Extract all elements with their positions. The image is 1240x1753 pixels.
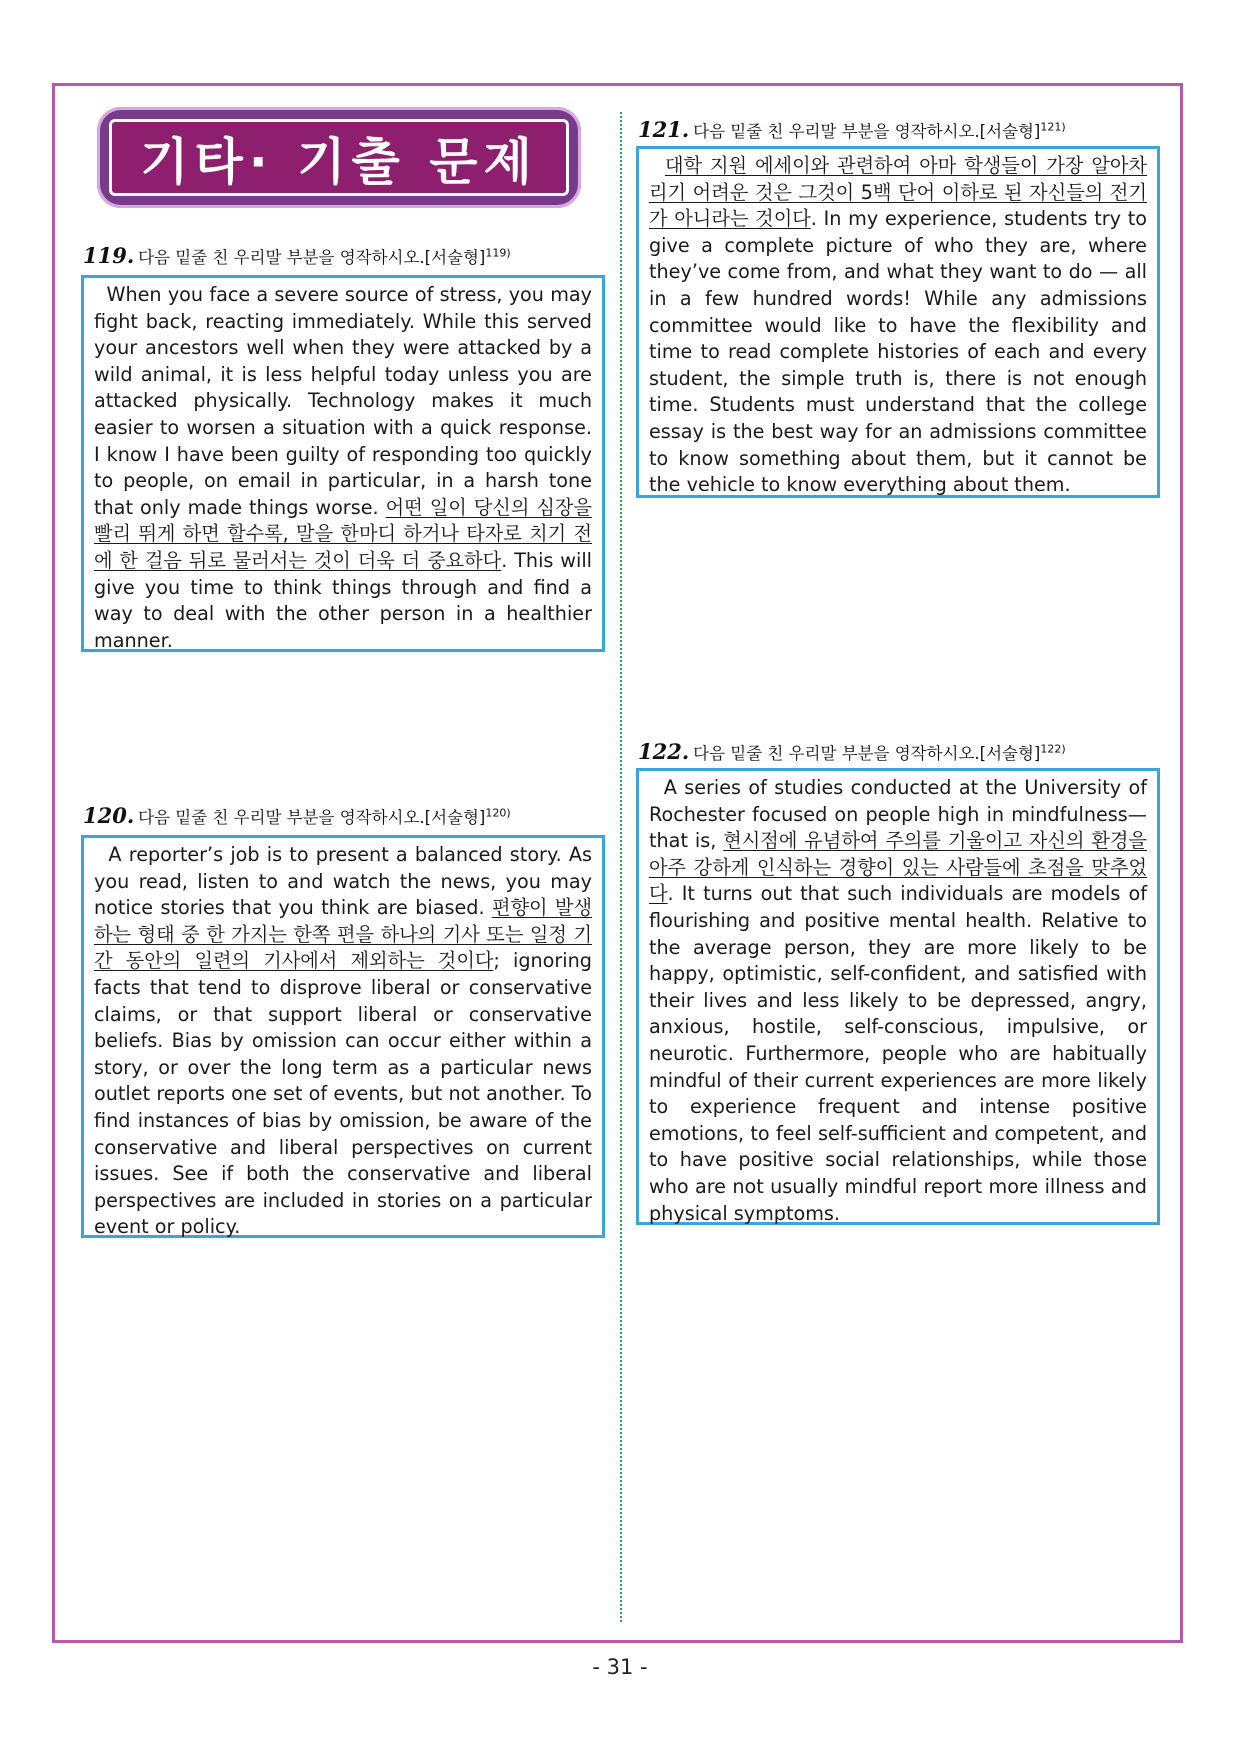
question-ref: 120) [485,806,511,820]
passage-text: A series of studies conducted at the University of Rochester focused on people high in mindfulness—that is, [649,776,1147,853]
title-badge [97,107,581,208]
question-passage-119 [81,275,605,652]
page-number: - 31 - [592,1655,648,1679]
question-instruction: 다음 밑줄 친 우리말 부분을 영작하시오.[서술형] [693,744,1041,763]
column-divider [620,112,622,1622]
passage-text: . This will give you time to think things through and find a way to deal with the other person in a healthier manner. [94,548,592,652]
question-instruction: 다음 밑줄 친 우리말 부분을 영작하시오.[서술형] [138,248,486,267]
passage-text: ; ignoring facts that tend to disprove liberal or conservative claims, or that support liberal or conservative beliefs. Bias by omission can occur either within a story, or over the long term as a particular news outlet reports one set of events, but not another. To find instances of bias by omission, be aware of the conservative and liberal perspectives on current issues. See if both the conservative and liberal perspectives are included in stories on a particular event or policy. [94,949,592,1239]
question-heading-121 [638,117,1066,142]
underlined-korean: 대학 지원 에세이와 관련하여 아마 학생들이 가장 알아차리기 어려운 것은 그것이 5백 단어 이하로 된 자신들의 전기가 아니라는 것이다 [649,154,1147,231]
question-heading-120 [83,803,511,828]
question-passage-120 [81,835,605,1238]
question-passage-121 [636,146,1160,498]
question-number: 120. [83,803,135,828]
question-ref: 121) [1040,120,1066,134]
question-passage-122 [636,768,1160,1225]
question-heading-119 [83,243,511,268]
passage-text: . In my experience, students try to give a complete picture of who they are, where they’ve come from, and what they want to do — all in a few hundred words! While any admissions committee would like to have the flexibility and time to read complete histories of each and every student, the simple truth is, there is not enough time. Students must understand that the college essay is the best way for an admissions committee to know something about them, but it cannot be the vehicle to know everything about them. [649,207,1147,497]
question-instruction: 다음 밑줄 친 우리말 부분을 영작하시오.[서술형] [693,122,1041,141]
page-title: 기타· 기출 문제 [140,132,538,191]
question-instruction: 다음 밑줄 친 우리말 부분을 영작하시오.[서술형] [138,808,486,827]
question-ref: 119) [485,246,511,260]
question-number: 119. [83,243,135,268]
passage-text: A reporter’s job is to present a balanced story. As you read, listen to and watch the news, you may notice stories that you think are biased. [94,843,592,920]
question-ref: 122) [1040,742,1066,756]
underlined-korean: 어떤 일이 당신의 심장을 빨리 뛰게 하면 할수록, 말을 한마디 하거나 타자로 치기 전에 한 걸음 뒤로 물러서는 것이 더욱 더 중요하다 [94,495,592,572]
passage-text: When you face a severe source of stress, you may fight back, reacting immediately. While this served your ancestors well when they were attacked by a wild animal, it is less helpful today unless you are attacked physically. Technology makes it much easier to worsen a situation with a quick response. I know I have been guilty of responding too quickly to people, on email in particular, in a harsh tone that only made things worse. [94,283,592,519]
underlined-korean: 현시점에 유념하여 주의를 기울이고 자신의 환경을 아주 강하게 인식하는 경향이 있는 사람들에 초점을 맞추었다 [649,829,1148,906]
underlined-korean: 편향이 발생하는 형태 중 한 가지는 한쪽 편을 하나의 기사 또는 일정 기간 동안의 일련의 기사에서 제외하는 것이다 [94,896,592,973]
question-heading-122 [638,739,1066,764]
question-number: 121. [638,117,690,142]
passage-text: . It turns out that such individuals are models of flourishing and positive mental health. Relative to the average person, they are more likely to be happy, optimistic, self-confident, and satisfied with their lives and less likely to be depressed, angry, anxious, hostile, self-conscious, impulsive, or neurotic. Furthermore, people who are habitually mindful of their current experiences are more likely to experience frequent and intense positive emotions, to feel self-sufficient and competent, and to have positive social relationships, while those who are not usually mindful report more illness and physical symptoms. [649,882,1147,1225]
title-inner [109,119,569,196]
question-number: 122. [638,739,690,764]
